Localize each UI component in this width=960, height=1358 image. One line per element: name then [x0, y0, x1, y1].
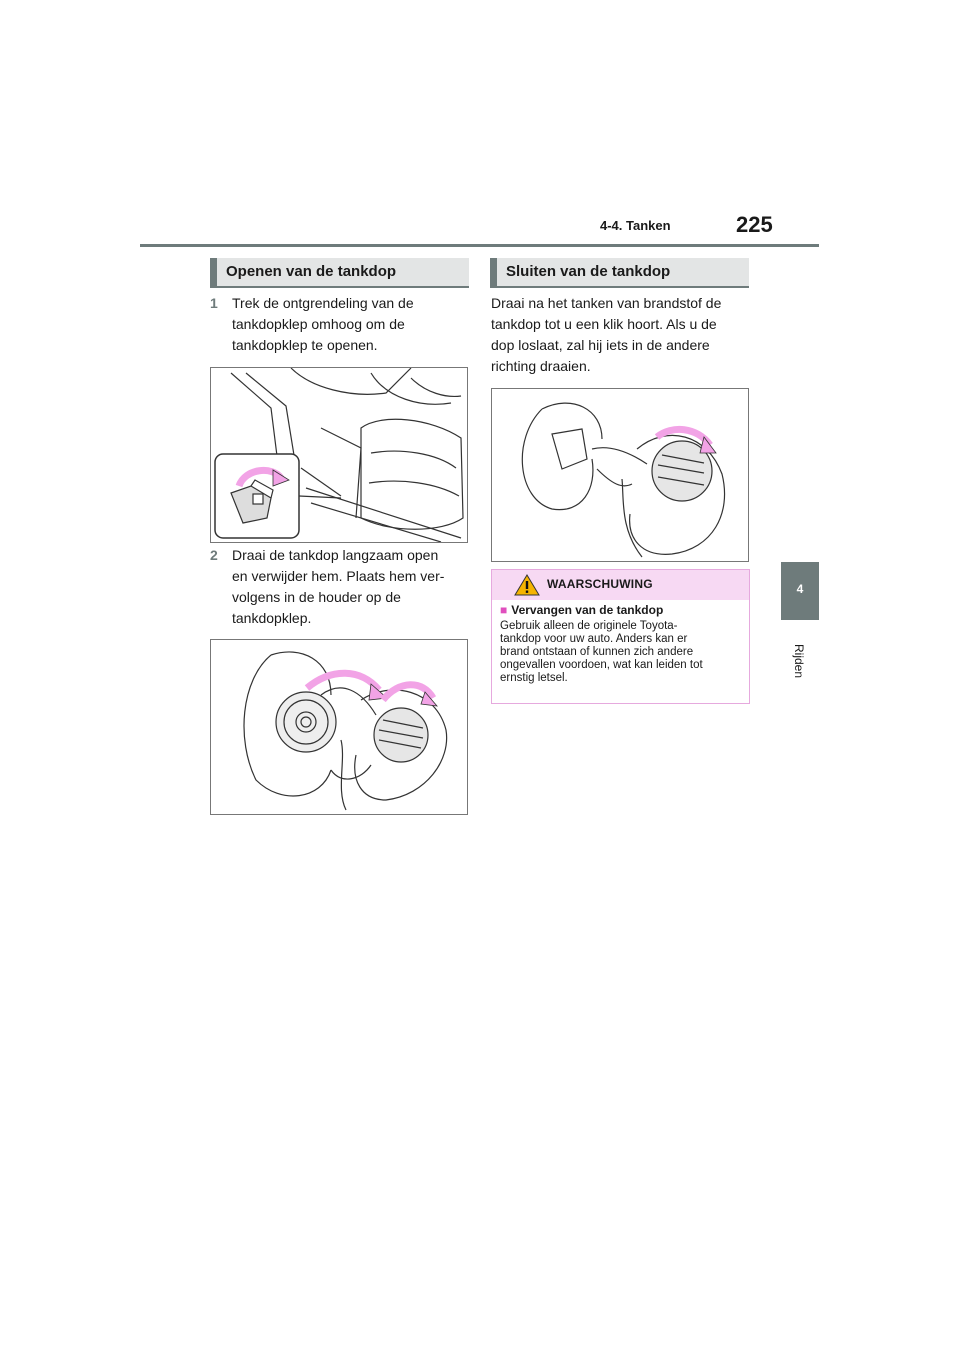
figure-release-lever — [210, 367, 468, 543]
release-lever-illustration — [211, 368, 467, 542]
heading-open-fuel-cap: Openen van de tankdop — [210, 258, 469, 288]
warning-subtitle: Vervangen van de tankdop — [511, 603, 664, 617]
figure-close-cap — [491, 388, 749, 562]
close-instructions: Draai na het tanken van brandstof de tankdop tot u een klik hoort. Als u de dop loslaat, zal hij iets in de andere richting draaien. — [491, 295, 722, 374]
step-2-number: 2 — [210, 547, 218, 563]
warning-subtitle-row — [500, 604, 741, 617]
chapter-label: Rijden — [792, 643, 806, 679]
step-1-number: 1 — [210, 295, 218, 311]
page-number: 225 — [736, 212, 773, 237]
step-1-text: Trek de ontgrendeling van de tankdopklep omhoog om de tankdopklep te openen. — [232, 295, 414, 353]
warning-title: WAARSCHUWING — [547, 577, 653, 591]
step-1 — [210, 293, 469, 363]
warning-box — [491, 569, 750, 704]
close-cap-illustration — [492, 389, 748, 561]
remove-cap-illustration — [211, 640, 467, 814]
warning-header — [492, 570, 749, 600]
step-2-text: Draai de tankdop langzaam open en verwijder hem. Plaats hem ver- volgens in de houder op de tankdopklep. — [232, 547, 445, 626]
step-2 — [210, 545, 469, 635]
header-rule — [140, 244, 819, 247]
figure-remove-cap — [210, 639, 468, 815]
chapter-number: 4 — [796, 582, 804, 596]
warning-triangle-icon — [514, 574, 540, 596]
heading-close-fuel-cap: Sluiten van de tankdop — [490, 258, 749, 288]
section-title: 4-4. Tanken — [600, 218, 671, 233]
warning-text: Gebruik alleen de originele Toyota- tankdop voor uw auto. Anders kan er brand ontstaan of kunnen zich andere ongevallen voordoen, wat kan leiden tot ernstig letsel. — [500, 620, 703, 684]
square-bullet-icon: ■ — [500, 603, 508, 617]
